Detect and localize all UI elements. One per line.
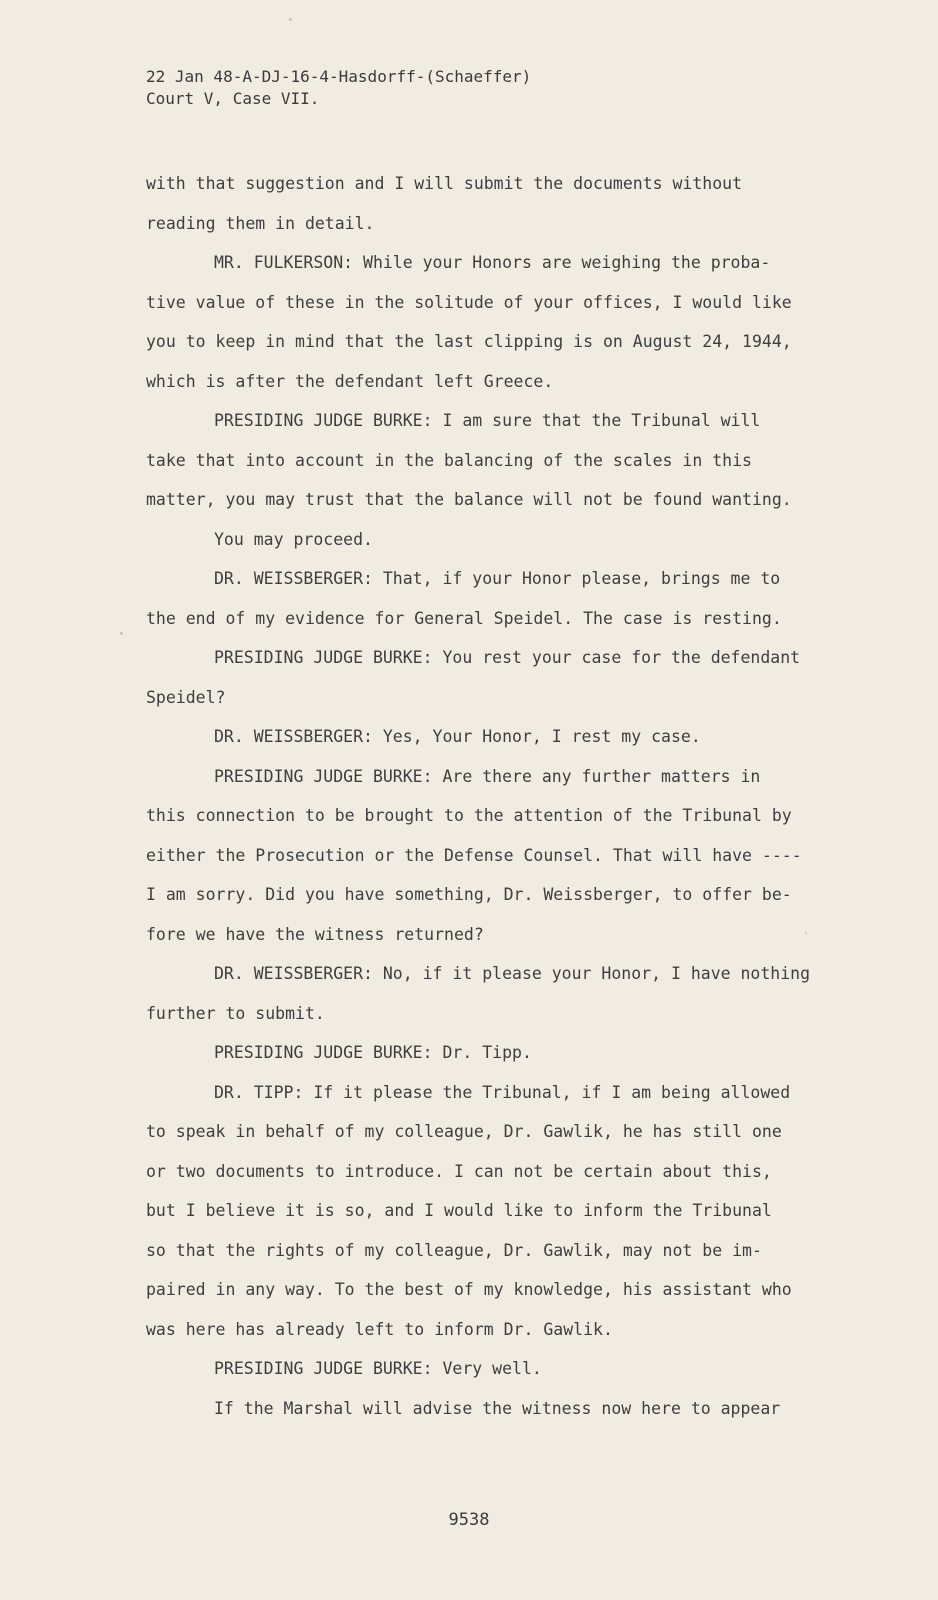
transcript-line: which is after the defendant left Greece. [146,371,554,391]
transcript-line: further to submit. [146,1003,325,1023]
transcript-line: fore we have the witness returned? [146,924,484,944]
paper-speck [289,18,292,21]
transcript-line: MR. FULKERSON: While your Honors are weighing the proba- [214,253,771,272]
transcript-line: you to keep in mind that the last clipping is on August 24, 1944, [146,332,792,351]
transcript-line: DR. WEISSBERGER: That, if your Honor please, brings me to [214,569,781,588]
transcript-body [146,164,846,1428]
transcript-line: this connection to be brought to the attention of the Tribunal by [146,806,792,825]
transcript-line: with that suggestion and I will submit the documents without [146,174,743,193]
transcript-line: reading them in detail. [146,213,375,233]
transcript-line: to speak in behalf of my colleague, Dr. Gawlik, he has still one [146,1122,782,1141]
transcript-line: or two documents to introduce. I can not be certain about this, [146,1161,772,1181]
transcript-line: was here has already left to inform Dr. Gawlik. [146,1319,613,1339]
transcript-line: paired in any way. To the best of my knowledge, his assistant who [146,1280,792,1299]
transcript-line: take that into account in the balancing of the scales in this [146,450,752,470]
transcript-line: PRESIDING JUDGE BURKE: I am sure that the Tribunal will [214,411,761,430]
transcript-line: PRESIDING JUDGE BURKE: Very well. [214,1359,542,1378]
header-line-1: 22 Jan 48-A-DJ-16-4-Hasdorff-(Schaeffer) [146,67,532,86]
header-line-2: Court V, Case VII. [146,89,320,108]
document-header [146,66,531,110]
transcript-line: the end of my evidence for General Speidel. The case is resting. [146,608,782,628]
paper-speck [120,632,123,635]
transcript-line: You may proceed. [214,529,373,549]
transcript-line: matter, you may trust that the balance will not be found wanting. [146,490,792,509]
transcript-line: PRESIDING JUDGE BURKE: Dr. Tipp. [214,1043,532,1062]
transcript-line: tive value of these in the solitude of your offices, I would like [146,292,792,312]
transcript-line: DR. WEISSBERGER: Yes, Your Honor, I rest my case. [214,727,701,746]
page-number: 9538 [448,1510,490,1530]
transcript-line: DR. WEISSBERGER: No, if it please your Honor, I have nothing [214,964,811,983]
transcript-line: but I believe it is so, and I would like to inform the Tribunal [146,1201,772,1220]
transcript-line: so that the rights of my colleague, Dr. Gawlik, may not be im- [146,1240,762,1260]
transcript-line: PRESIDING JUDGE BURKE: You rest your case for the defendant [214,648,801,667]
transcript-line: PRESIDING JUDGE BURKE: Are there any further matters in [214,766,761,786]
transcript-line: I am sorry. Did you have something, Dr. Weissberger, to offer be- [146,885,792,904]
transcript-line: either the Prosecution or the Defense Counsel. That will have ---- [146,845,802,865]
transcript-line: DR. TIPP: If it please the Tribunal, if I am being allowed [214,1082,791,1102]
transcript-line: If the Marshal will advise the witness now here to appear [214,1398,781,1418]
transcript-line: Speidel? [146,687,226,707]
